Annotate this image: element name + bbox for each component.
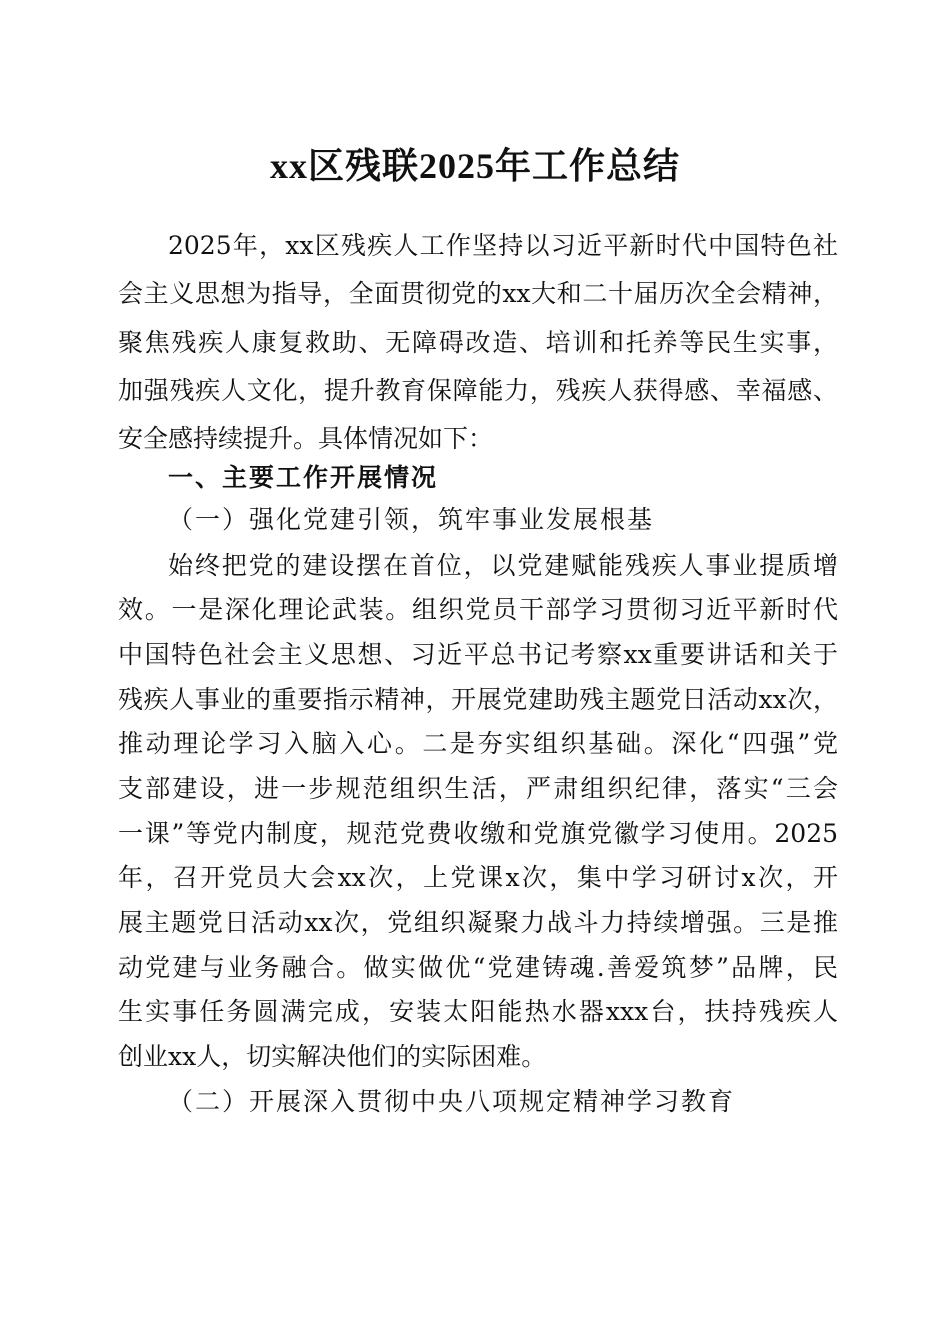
body-line: 动党建与业务融合。做实做优“党建铸魂.善爱筑梦”品牌，民: [118, 953, 838, 982]
intro-line: 安全感持续提升。具体情况如下：: [118, 424, 494, 453]
intro-line: 加强残疾人文化，提升教育保障能力，残疾人获得感、幸福感、: [118, 376, 838, 405]
body-line: 生实事任务圆满完成，安装太阳能热水器xxx台，扶持残疾人: [118, 997, 838, 1026]
subsection-heading: （二）开展深入贯彻中央八项规定精神学习教育: [168, 1087, 736, 1116]
intro-line: 2025年，xx区残疾人工作坚持以习近平新时代中国特色社: [168, 231, 838, 260]
body-line: 中国特色社会主义思想、习近平总书记考察xx重要讲话和关于: [118, 640, 838, 669]
body-line: 推动理论学习入脑入心。二是夯实组织基础。深化“四强”党: [118, 729, 838, 758]
intro-line: 会主义思想为指导，全面贯彻党的xx大和二十届历次全会精神，: [118, 279, 838, 308]
body-line: 残疾人事业的重要指示精神，开展党建助残主题党日活动xx次，: [118, 685, 838, 714]
body-line: 一课”等党内制度，规范党费收缴和党旗党徽学习使用。2025: [118, 819, 838, 848]
body-line: 年，召开党员大会xx次，上党课x次，集中学习研讨x次，开: [118, 863, 838, 892]
intro-line: 聚焦残疾人康复救助、无障碍改造、培训和托养等民生实事，: [118, 328, 838, 357]
body-line: 支部建设，进一步规范组织生活，严肃组织纪律，落实“三会: [118, 774, 838, 803]
body-line: 效。一是深化理论武装。组织党员干部学习贯彻习近平新时代: [118, 595, 838, 624]
body-line: 创业xx人，切实解决他们的实际困难。: [118, 1042, 547, 1071]
body-line: 始终把党的建设摆在首位，以党建赋能残疾人事业提质增: [168, 551, 838, 580]
subsection-heading: （一）强化党建引领，筑牢事业发展根基: [168, 505, 655, 534]
document-title: xx区残联2025年工作总结: [269, 146, 680, 186]
body-line: 展主题党日活动xx次，党组织凝聚力战斗力持续增强。三是推: [118, 908, 838, 937]
section-heading: 一、主要工作开展情况: [168, 463, 439, 492]
